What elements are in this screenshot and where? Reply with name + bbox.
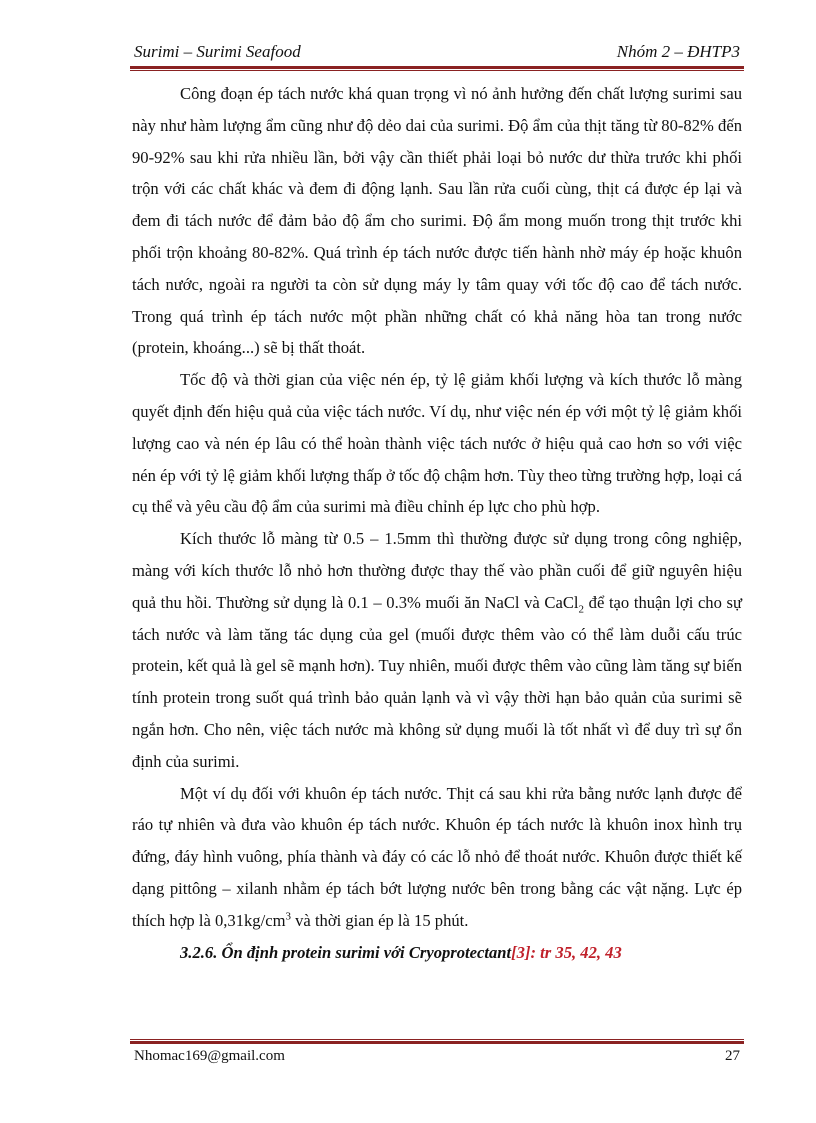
page-body: [132, 78, 742, 968]
header-rule: [130, 66, 744, 71]
p3-text-a: Kích thước lỗ màng từ 0.5 – 1.5mm thì thường được sử dụng trong công nghiệp, màng với kích thước lỗ nhỏ hơn thường được thay thế vào phần cuối để giữ nguyên hiệu quả thu hồi. Thường sử dụng là 0.1 – 0.3% muối ăn NaCl và CaCl: [132, 529, 742, 612]
paragraph-press-mold: [132, 778, 742, 937]
p3-subscript: 2: [578, 603, 585, 616]
p4-text-b: và thời gian ép là 15 phút.: [290, 910, 469, 930]
paragraph-pressing-speed: Tốc độ và thời gian của việc nén ép, tỷ lệ giảm khối lượng và kích thước lỗ màng quyết định đến hiệu quả của việc tách nước. Ví dụ, như việc nén ép với một tỷ lệ giảm khối lượng cao và nén ép lâu có thể hoàn thành việc tách nước ở hiệu quả cao hơn so với việc nén ép với tỷ lệ giảm khối lượng thấp ở tốc độ chậm hơn. Tùy theo từng trường hợp, loại cá cụ thể và yêu cầu độ ẩm của surimi mà điều chỉnh ép lực cho phù hợp.: [132, 370, 742, 517]
section-heading: [132, 937, 742, 969]
footer-rule: [130, 1039, 744, 1044]
header-title: Surimi – Surimi Seafood: [134, 42, 301, 61]
header-rule-thin: [130, 70, 744, 71]
p4-text-a: Một ví dụ đối với khuôn ép tách nước. Thịt cá sau khi rửa bằng nước lạnh được để ráo tự nhiên và đưa vào khuôn ép tách nước. Khuôn ép tách nước là khuôn inox hình trụ đứng, đáy hình vuông, phía thành và đáy có các lỗ nhỏ để thoát nước. Khuôn được thiết kế dạng pittông – xilanh nhằm ép tách bớt lượng nước bên trong bằng các vật nặng. Lực ép thích hợp là 0,31kg/cm: [132, 783, 742, 930]
header-group: Nhóm 2 – ĐHTP3: [616, 42, 740, 61]
paragraph-dewatering-intro: Công đoạn ép tách nước khá quan trọng vì nó ảnh hưởng đến chất lượng surimi sau này như hàm lượng ẩm cũng như độ dẻo dai của surimi. Độ ẩm của thịt tăng từ 80-82% đến 90-92% sau khi rửa nhiều lần, bởi vậy cần thiết phải loại bỏ nước dư thừa trước khi phối trộn với các chất khác và đem đi động lạnh. Sau lần rửa cuối cùng, thịt cá được ép lại và đem đi tách nước để đảm bảo độ ẩm cho surimi. Độ ẩm mong muốn trong thịt trước khi phối trộn khoảng 80-82%. Quá trình ép tách nước được tiến hành nhờ máy ép hoặc khuôn tách nước, ngoài ra người ta còn sử dụng máy ly tâm quay với tốc độ cao để tách nước. Trong quá trình ép tách nước một phần những chất có khả năng hòa tan trong nước (protein, khoáng...) sẽ bị thất thoát.: [132, 84, 742, 358]
footer-email: Nhomac169@gmail.com: [134, 1048, 285, 1064]
p3-text-b: để tạo thuận lợi cho sự tách nước và làm tăng tác dụng của gel (muối được thêm vào có thể làm duỗi cấu trúc protein, kết quả là gel sẽ mạnh hơn). Tuy nhiên, muối được thêm vào cũng làm tăng sự biến tính protein trong suốt quá trình bảo quản lạnh và vì vậy thời hạn bảo quản của surimi sẽ ngắn hơn. Cho nên, việc tách nước mà không sử dụng muối là tốt nhất vì để duy trì sự ổn định của surimi.: [132, 592, 742, 771]
p4-superscript: 3: [285, 910, 291, 923]
paragraph-membrane-size: [132, 523, 742, 777]
footer-rule-thick: [130, 1041, 744, 1044]
page-header: [132, 40, 742, 64]
section-heading-text: 3.2.6. Ổn định protein surimi với Cryoprotectant: [180, 942, 512, 962]
header-rule-thick: [130, 66, 744, 69]
section-heading-reference: [3]: tr 35, 42, 43: [511, 942, 622, 962]
page-number: 27: [725, 1048, 740, 1064]
footer-rule-thin: [130, 1039, 744, 1040]
